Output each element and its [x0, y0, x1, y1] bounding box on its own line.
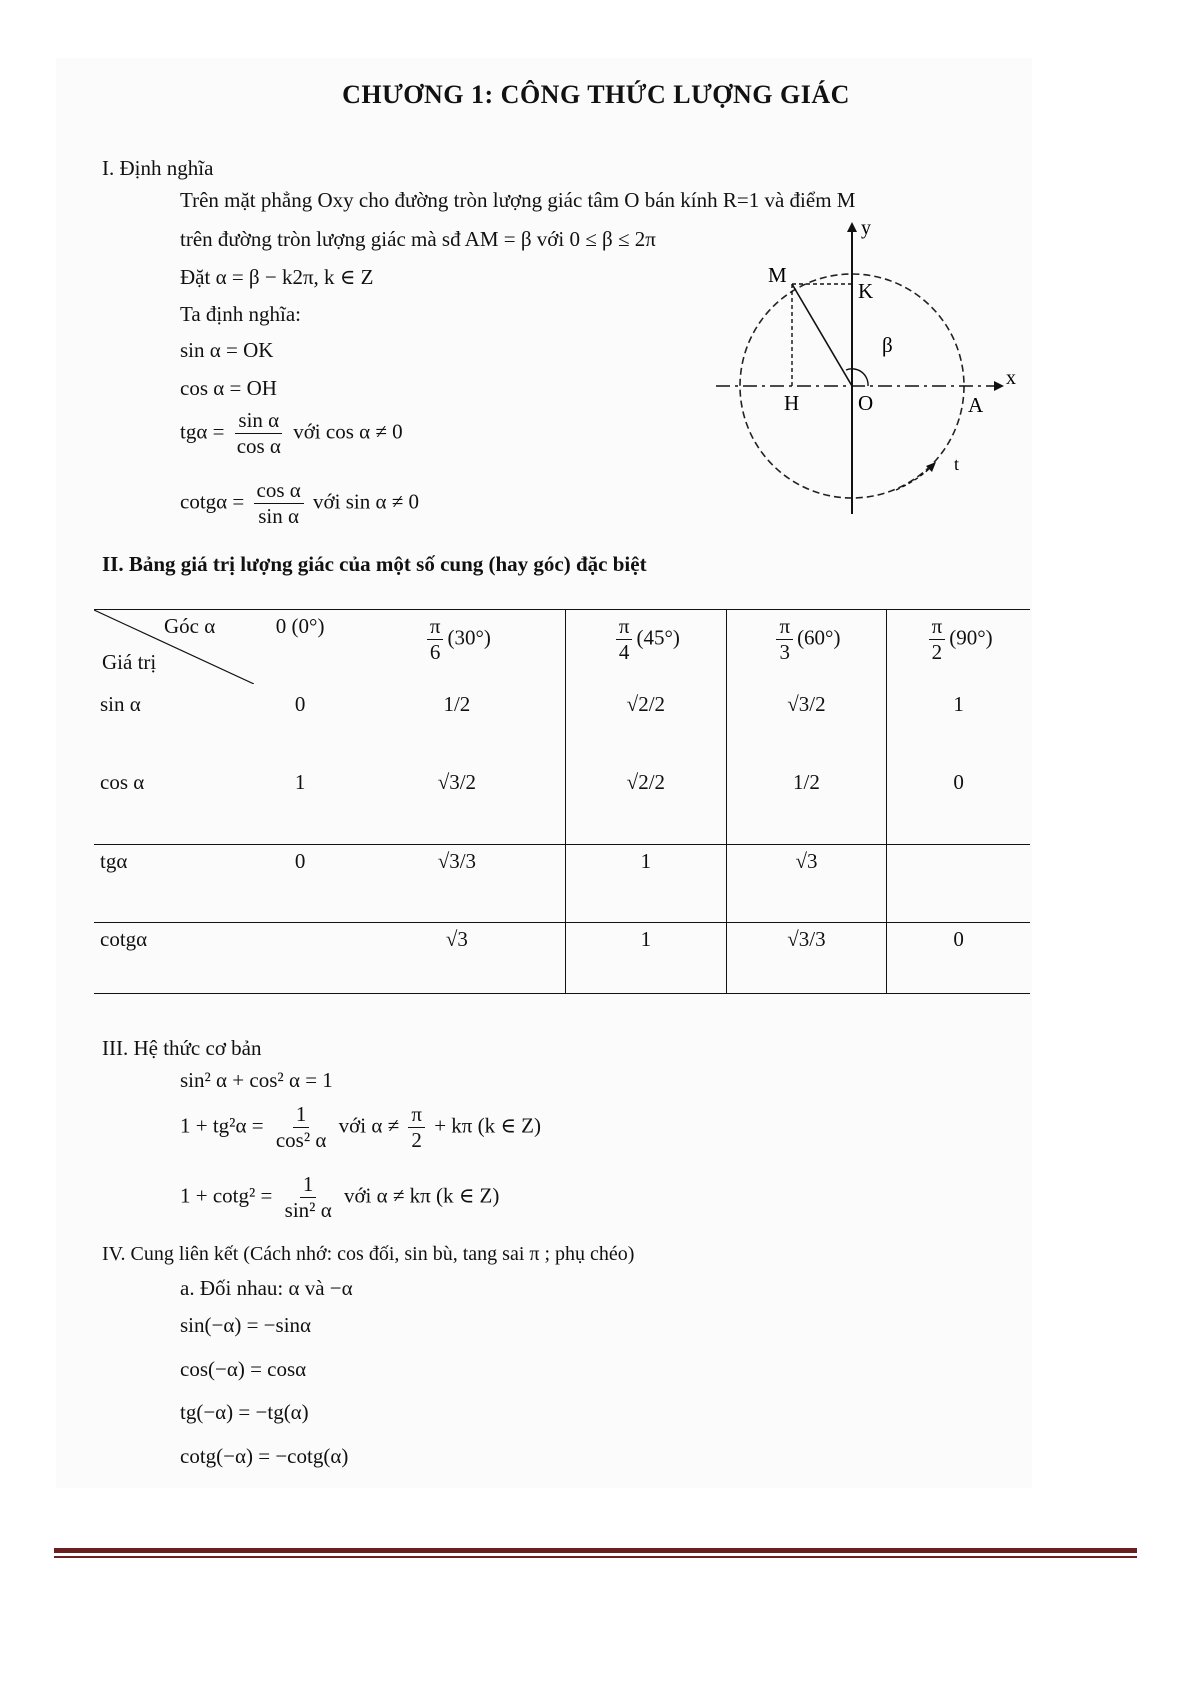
label-beta: β: [882, 333, 893, 357]
opposite-cos: cos(−α) = cosα: [180, 1357, 307, 1381]
identity-3-fraction: [282, 1172, 335, 1223]
table-cell: 0: [294, 848, 306, 873]
sin-definition: sin α = OK: [180, 338, 274, 362]
col30-den: 6: [429, 640, 441, 665]
label-H: H: [784, 391, 800, 415]
col60-den: 3: [779, 640, 790, 665]
corner-label-angle: Góc α: [164, 614, 216, 638]
column-header-0: [252, 610, 349, 689]
col45-label: (45°): [636, 625, 680, 650]
identity-3-num: 1: [300, 1172, 317, 1198]
label-t: t: [954, 454, 960, 474]
table-row: [94, 844, 1030, 922]
table-row: [94, 688, 1030, 766]
label-y: y: [861, 218, 871, 239]
table-cell: 1: [953, 692, 964, 716]
x-axis-arrow: [994, 381, 1004, 391]
row-name-cotg: cotgα: [100, 926, 148, 951]
footer-rule-thin: [54, 1556, 1137, 1558]
identity-2-den: cos² α: [275, 1128, 327, 1153]
identity-3-lhs: 1 + cotg² =: [180, 1183, 273, 1208]
table-cell: 0: [953, 770, 964, 794]
col90-den: 2: [931, 640, 943, 665]
column-header-90: [887, 610, 1030, 689]
definition-line-4: Ta định nghĩa:: [180, 302, 302, 326]
section-3-heading: III. Hệ thức cơ bản: [102, 1036, 262, 1060]
cotg-numerator: cos α: [254, 478, 304, 504]
y-axis-arrow: [847, 222, 857, 232]
special-values-table: [94, 609, 1030, 994]
label-x: x: [1006, 367, 1016, 389]
tg-definition: [180, 408, 403, 459]
identity-3-cond: với α ≠ kπ (k ∈ Z): [343, 1183, 500, 1208]
col60-num: π: [776, 614, 793, 640]
table-cell: 0: [953, 926, 964, 951]
label-A: A: [968, 393, 984, 417]
table-cell: 1: [566, 922, 727, 993]
footer-rule: [54, 1548, 1137, 1553]
table-header-row: [94, 610, 1030, 689]
column-header-30: [349, 610, 566, 689]
radius-OM: [792, 284, 852, 386]
identity-2-fraction: [273, 1102, 330, 1153]
table-cell: √2/2: [566, 766, 727, 844]
section-4-sub: a. Đối nhau: α và −α: [180, 1276, 353, 1300]
table-cell: 1/2: [726, 766, 887, 844]
identity-2-num: 1: [293, 1102, 310, 1128]
table-cell: √3: [349, 922, 566, 993]
definition-line-2: trên đường tròn lượng giác mà sđ AM = β với 0 ≤ β ≤ 2π: [180, 227, 656, 251]
identity-2-cond-num: π: [408, 1102, 425, 1128]
cotg-fraction: [254, 478, 304, 529]
opposite-tg: tg(−α) = −tg(α): [180, 1400, 309, 1424]
table-cell: 1: [294, 770, 306, 794]
table-cell: √3/2: [726, 688, 887, 766]
table-cell: [252, 922, 349, 993]
col30-num: π: [427, 614, 444, 640]
col60-label: (60°): [797, 625, 841, 650]
table-cell: √3/3: [726, 922, 887, 993]
table-row: [94, 922, 1030, 993]
col45-num: π: [616, 614, 633, 640]
identity-2-cond: với α ≠: [338, 1113, 400, 1138]
identity-3-den: sin² α: [284, 1198, 332, 1223]
column-header-60: [726, 610, 887, 689]
table-cell: [887, 844, 1030, 922]
table-cell: 1/2: [349, 688, 566, 766]
table-cell: 0: [294, 692, 306, 716]
table-cell: √2/2: [566, 688, 727, 766]
tg-numerator: sin α: [235, 408, 282, 434]
identity-2-cond-den: 2: [411, 1128, 422, 1153]
section-2-heading: II. Bảng giá trị lượng giác của một số cung (hay góc) đặc biệt: [102, 552, 647, 576]
corner-label-value: Giá trị: [102, 650, 157, 674]
col30-label: (30°): [447, 625, 491, 650]
opposite-cotg: cotg(−α) = −cotg(α): [180, 1444, 349, 1468]
column-header-45: [566, 610, 727, 689]
page-title: CHƯƠNG 1: CÔNG THỨC LƯỢNG GIÁC: [342, 80, 850, 109]
label-M: M: [768, 263, 787, 287]
definition-line-1: Trên mặt phẳng Oxy cho đường tròn lượng giác tâm O bán kính R=1 và điểm M: [180, 188, 856, 212]
cotg-condition: với sin α ≠ 0: [313, 489, 419, 514]
table-cell: 1: [566, 844, 727, 922]
corner-cell: [94, 610, 252, 689]
tg-denominator: cos α: [236, 434, 281, 459]
cos-definition: cos α = OH: [180, 376, 277, 400]
section-4-heading: IV. Cung liên kết (Cách nhớ: cos đối, sin bù, tang sai π ; phụ chéo): [102, 1243, 635, 1265]
row-name-tg: tgα: [100, 848, 128, 873]
opposite-sin: sin(−α) = −sinα: [180, 1313, 312, 1337]
col45-den: 4: [618, 640, 630, 665]
identity-2-cond-fraction: [408, 1102, 425, 1153]
definition-line-3: Đặt α = β − k2π, k ∈ Z: [180, 265, 374, 289]
label-K: K: [858, 279, 874, 303]
cotg-lhs: cotgα =: [180, 489, 245, 514]
table-cell: √3: [726, 844, 887, 922]
table-cell: √3/2: [349, 766, 566, 844]
identity-1: sin² α + cos² α = 1: [180, 1068, 333, 1092]
beta-arc: [846, 369, 868, 386]
tg-fraction: [234, 408, 284, 459]
row-name-cos: cos α: [100, 770, 145, 794]
identity-3: [180, 1172, 499, 1223]
label-O: O: [858, 391, 874, 415]
column-header-0-label: 0 (0°): [275, 614, 325, 638]
table-cell: √3/3: [349, 844, 566, 922]
tg-lhs: tgα =: [180, 419, 225, 444]
table-row: [94, 766, 1030, 844]
section-1-heading: I. Định nghĩa: [102, 156, 214, 180]
unit-circle-diagram: [706, 218, 1026, 518]
identity-2-cond-tail: + kπ (k ∈ Z): [434, 1113, 542, 1138]
tg-condition: với cos α ≠ 0: [293, 419, 403, 444]
cotg-definition: [180, 478, 419, 529]
row-name-sin: sin α: [100, 692, 141, 716]
identity-2-lhs: 1 + tg²α =: [180, 1113, 264, 1138]
col90-label: (90°): [949, 625, 993, 650]
identity-2: [180, 1102, 541, 1153]
cotg-denominator: sin α: [258, 504, 300, 529]
col90-num: π: [929, 614, 946, 640]
